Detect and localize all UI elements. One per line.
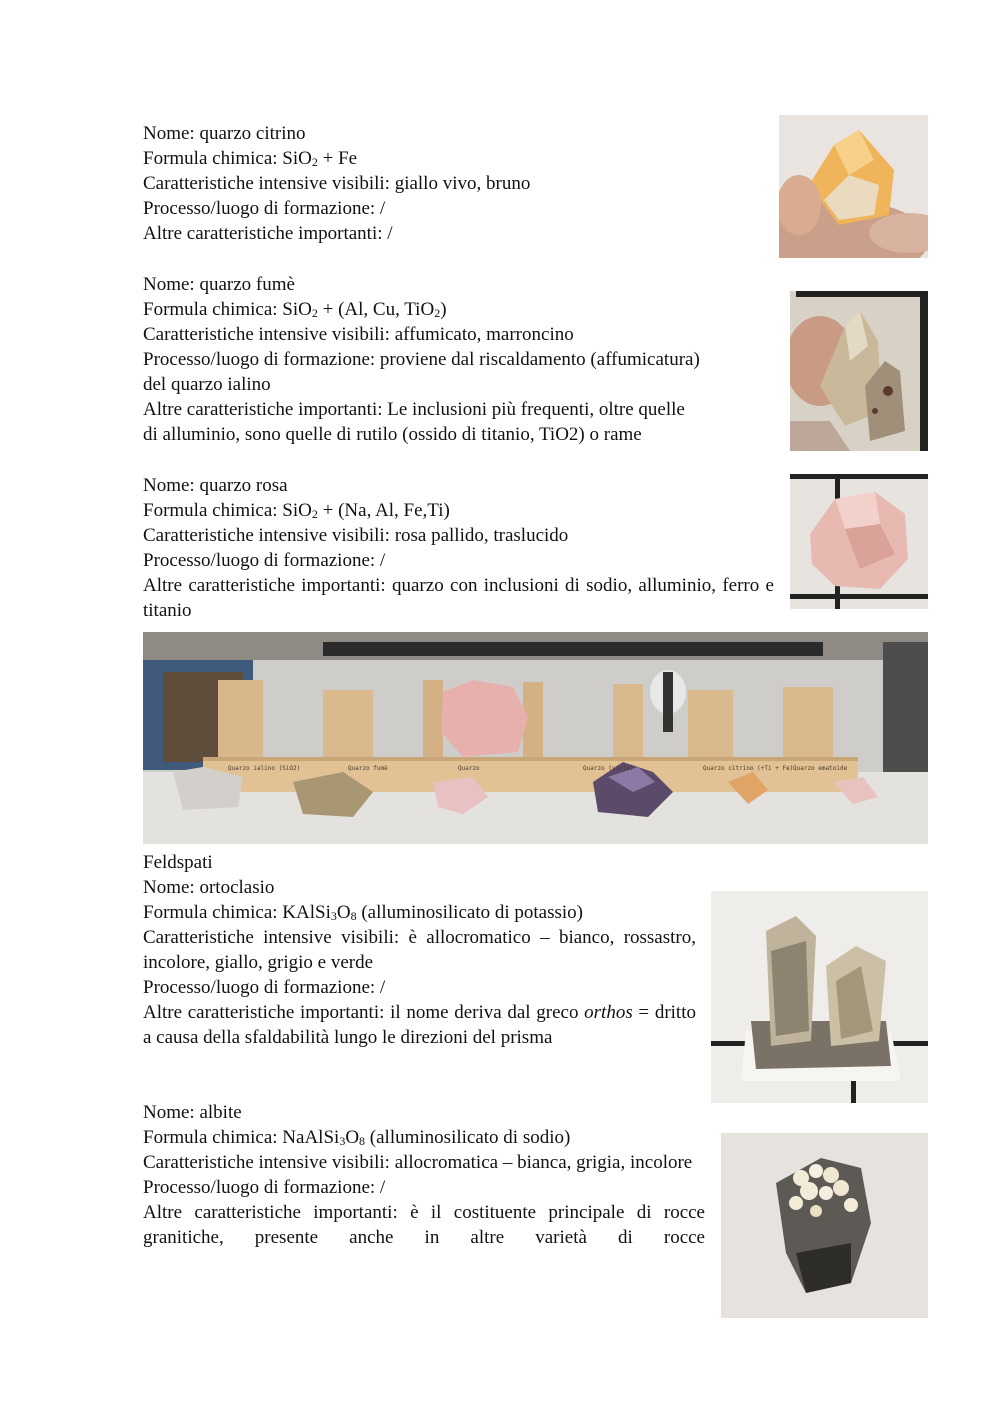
- entry-altre: Altre caratteristiche importanti: quarzo con inclusioni di sodio, alluminio, ferro e titanio: [143, 575, 774, 621]
- albite-photo: [721, 1133, 928, 1318]
- entry-altre: Altre caratteristiche importanti: il nome deriva dal greco orthos = dritto a causa della sfaldabilità lungo le direzioni del prisma: [143, 1002, 696, 1048]
- entry-caratteristiche: Caratteristiche intensive visibili: è allocromatico – bianco, rossastro, incolore, giallo, grigio e verde: [143, 927, 696, 973]
- board-label: Quarzo citrino (+Ti + Fe): [703, 765, 794, 772]
- entry-quarzo-fume: [143, 272, 783, 447]
- entry-altre-cont: di alluminio, sono quelle di rutilo (ossido di titanio, TiO2) o rame: [143, 424, 642, 445]
- entry-name: Nome: albite: [143, 1102, 242, 1123]
- entry-altre: Altre caratteristiche importanti: è il costituente principale di rocce granitiche, presente anche in altre varietà di rocce: [143, 1202, 705, 1248]
- entry-quarzo-rosa: [143, 473, 774, 623]
- entry-formula: Formula chimica: $NaAlSi_3O_8$ (alluminosilicato di sodio): [143, 1127, 571, 1148]
- entry-processo: Processo/luogo di formazione: /: [143, 1177, 386, 1198]
- entry-altre: Altre caratteristiche importanti: Le inclusioni più frequenti, oltre quelle: [143, 399, 685, 420]
- entry-name: Nome: quarzo rosa: [143, 475, 288, 496]
- board-label: Quarzo: [458, 765, 480, 772]
- entry-caratteristiche: Caratteristiche intensive visibili: rosa pallido, traslucido: [143, 525, 569, 546]
- entry-caratteristiche: Caratteristiche intensive visibili: allocromatica – bianca, grigia, incolore: [143, 1152, 693, 1173]
- quarzo-fume-photo: [790, 291, 928, 451]
- entry-formula: Formula chimica: SiO$_2$ + (Na, Al, Fe,Ti): [143, 500, 450, 521]
- section-feldspati: [143, 850, 696, 1050]
- ortoclasio-photo: [711, 891, 928, 1103]
- mineral-board-photo: [143, 632, 928, 844]
- entry-name: Nome: ortoclasio: [143, 877, 275, 898]
- section-heading: Feldspati: [143, 852, 213, 873]
- entry-processo: Processo/luogo di formazione: /: [143, 977, 386, 998]
- entry-albite: [143, 1100, 705, 1250]
- entry-processo: Processo/luogo di formazione: /: [143, 198, 386, 219]
- entry-name: Nome: quarzo citrino: [143, 123, 306, 144]
- board-label: Quarzo ialino (SiO2): [228, 765, 301, 772]
- entry-formula: Formula chimica: SiO$_2$ + Fe: [143, 148, 358, 169]
- entry-altre: Altre caratteristiche importanti: /: [143, 223, 393, 244]
- entry-name: Nome: quarzo fumè: [143, 274, 295, 295]
- board-label: Quarzo (viola): [583, 765, 634, 772]
- quarzo-rosa-photo: [790, 474, 928, 609]
- entry-processo-cont: del quarzo ialino: [143, 374, 271, 395]
- quarzo-citrino-photo: [779, 115, 928, 258]
- board-label: Quarzo fumè: [348, 765, 388, 772]
- entry-formula: Formula chimica: SiO$_2$ + (Al, Cu, TiO$_2$): [143, 299, 447, 320]
- entry-formula: Formula chimica: $KAlSi_3O_8$ (alluminosilicato di potassio): [143, 902, 583, 923]
- entry-caratteristiche: Caratteristiche intensive visibili: giallo vivo, bruno: [143, 173, 531, 194]
- entry-processo: Processo/luogo di formazione: proviene dal riscaldamento (affumicatura): [143, 349, 700, 370]
- entry-quarzo-citrino: [143, 121, 783, 246]
- entry-caratteristiche: Caratteristiche intensive visibili: affumicato, marroncino: [143, 324, 574, 345]
- entry-processo: Processo/luogo di formazione: /: [143, 550, 386, 571]
- board-label: Quarzo ematoide: [793, 765, 848, 772]
